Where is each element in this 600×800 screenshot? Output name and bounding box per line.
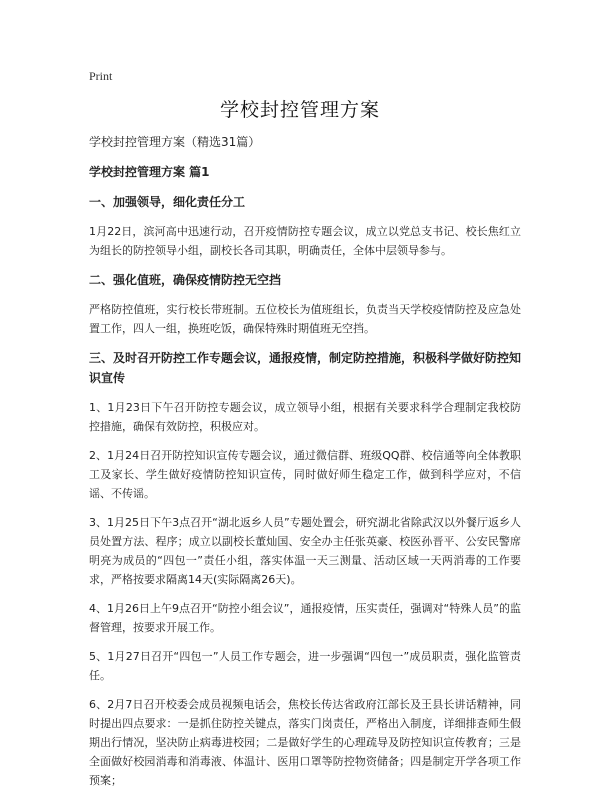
document-subtitle: 学校封控管理方案（精选31篇）: [89, 135, 261, 149]
paragraph: 严格防控值班，实行校长带班制。五位校长为值班组长，负责当天学校疫情防控及应急处置工作，四人一组，换班吃饭，确保特殊时期值班无空挡。: [89, 303, 521, 335]
section-title: 学校封控管理方案 篇1: [89, 165, 210, 179]
paragraph: 2、1月24日召开防控知识宣传专题会议，通过微信群、班级QQ群、校信通等向全体教职工及家长、学生做好疫情防控知识宣传，同时做好师生稳定工作，做到科学应对，不信谣、不传谣。: [89, 449, 521, 500]
section-heading: 三、及时召开防控工作专题会议，通报疫情，制定防控措施，积极科学做好防控知识宣传: [89, 351, 522, 385]
paragraph: 3、1月25日下午3点召开“湖北返乡人员”专题处置会，研究湖北省除武汉以外餐厅返乡人员处置方法、程序；成立以副校长董灿国、安全办主任张英豪、校医孙晋平、公安民警席明亮为成员的“四包一”责任小组，落实体温一天三测量、活动区域一天两消毒的工作要求，严格按要求隔离14天(实际隔离26天)。: [89, 516, 521, 586]
section-content: [89, 192, 521, 790]
paragraph: 1月22日，滨河高中迅速行动，召开疫情防控专题会议，成立以党总支书记、校长焦红立为组长的防控领导小组，副校长各司其职，明确责任，全体中层领导参与。: [89, 225, 521, 257]
paragraph: 4、1月26日上午9点召开“防控小组会议”，通报疫情，压实责任，强调对“特殊人员”的监督管理，按要求开展工作。: [89, 602, 521, 634]
section-heading: 一、加强领导，细化责任分工: [89, 195, 246, 209]
paragraph: 5、1月27日召开“四包一”人员工作专题会，进一步强调“四包一”成员职责，强化监管责任。: [89, 650, 521, 682]
print-label: Print: [89, 69, 113, 83]
document-title: 学校封控管理方案: [219, 99, 380, 121]
paragraph: 6、2月7日召开校委会成员视频电话会，焦校长传达省政府江部长及王县长讲话精神，同时提出四点要求：一是抓住防控关键点，落实门岗责任，严格出入制度，详细排查师生假期出行情况，坚决防止病毒进校园；二是做好学生的心理疏导及防控知识宣传教育；三是全面做好校园消毒和消毒液、体温计、医用口罩等防控物资储备；四是制定开学各项工作预案；: [89, 698, 521, 787]
document-body: [89, 132, 521, 800]
section-heading: 二、强化值班，确保疫情防控无空挡: [89, 273, 282, 287]
paragraph: 1、1月23日下午召开防控专题会议，成立领导小组，根据有关要求科学合理制定我校防控措施，确保有效防控，积极应对。: [89, 401, 521, 433]
